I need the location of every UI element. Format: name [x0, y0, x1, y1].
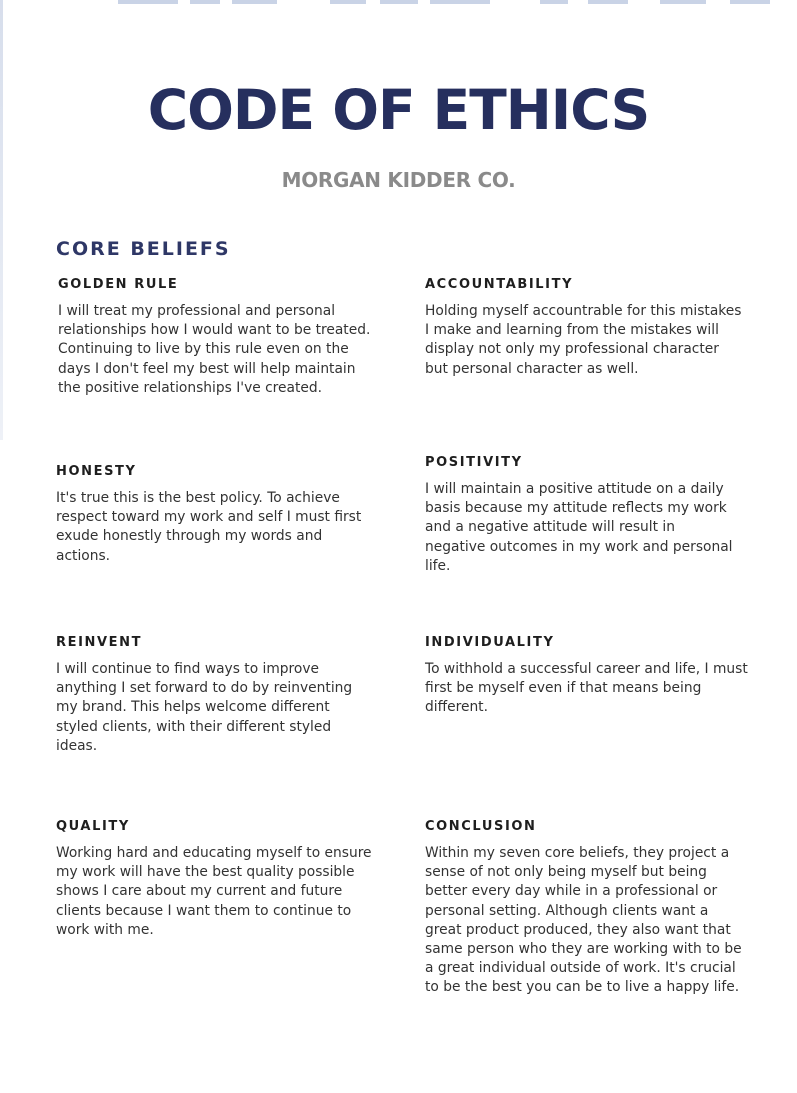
- belief-title: GOLDEN RULE: [58, 277, 179, 292]
- belief-golden-rule: [58, 276, 376, 398]
- belief-conclusion: [425, 818, 745, 998]
- belief-reinvent: [56, 634, 356, 756]
- company-name: MORGAN KIDDER CO.: [281, 168, 516, 192]
- belief-text: It's true this is the best policy. To achieve respect toward my work and self I must first exude honestly through my words and actions.: [56, 490, 362, 564]
- belief-title: QUALITY: [56, 819, 130, 834]
- top-decorative-strip: [0, 0, 797, 6]
- belief-individuality: [425, 634, 755, 718]
- belief-accountability: [425, 276, 745, 379]
- belief-text: Working hard and educating myself to ensure my work will have the best quality possible shows I care about my current and future clients because I want them to continue to work with me.: [56, 845, 372, 938]
- belief-title: POSITIVITY: [425, 455, 523, 470]
- left-edge-decoration: [0, 0, 3, 440]
- belief-title: HONESTY: [56, 464, 137, 479]
- belief-text: To withhold a successful career and life, I must first be myself even if that means being different.: [425, 661, 748, 716]
- belief-title: REINVENT: [56, 635, 143, 650]
- belief-title: INDIVIDUALITY: [425, 635, 555, 650]
- belief-honesty: [56, 463, 374, 566]
- belief-title: ACCOUNTABILITY: [425, 277, 574, 292]
- belief-text: Within my seven core beliefs, they project a sense of not only being myself but being better every day while in a professional or personal setting. Although clients want a great product produced, they also want that same person who they are working with to be a great individual outside of work. It's crucial to be the best you can be to live a happy life.: [425, 845, 742, 996]
- belief-quality: [56, 818, 378, 940]
- belief-positivity: [425, 454, 735, 576]
- belief-text: Holding myself accountrable for this mistakes I make and learning from the mistakes will display not only my professional character but personal character as well.: [425, 303, 742, 377]
- document-title: CODE OF ETHICS: [147, 78, 650, 142]
- belief-title: CONCLUSION: [425, 819, 537, 834]
- belief-text: I will continue to find ways to improve anything I set forward to do by reinventing my brand. This helps welcome different styled clients, with their different styled ideas.: [56, 661, 353, 754]
- belief-text: I will treat my professional and personal relationships how I would want to be treated. Continuing to live by this rule even on the days I don't feel my best will help maintain the positive relationships I've created.: [58, 303, 371, 396]
- section-heading-core-beliefs: CORE BELIEFS: [56, 238, 231, 260]
- belief-text: I will maintain a positive attitude on a daily basis because my attitude reflects my work and a negative attitude will result in negative outcomes in my work and personal life.: [425, 481, 733, 574]
